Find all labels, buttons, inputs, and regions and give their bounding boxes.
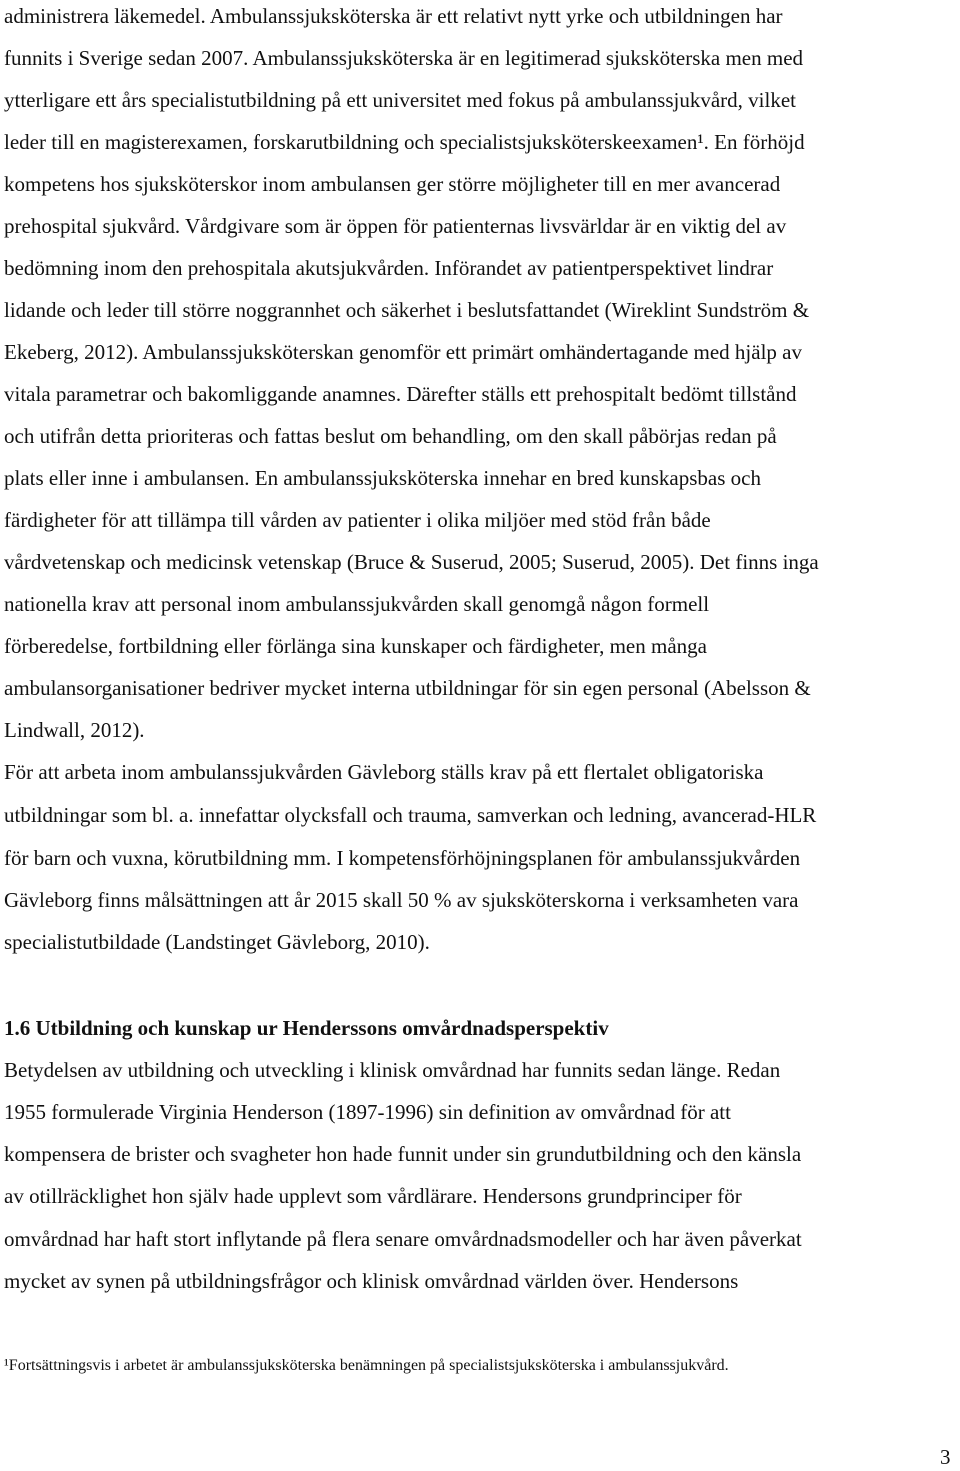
body-line: färdigheter för att tillämpa till vården av patienter i olika miljöer med stöd från både [4,508,711,532]
section-line: mycket av synen på utbildningsfrågor och klinisk omvårdnad världen över. Hendersons [4,1269,739,1293]
body-line: plats eller inne i ambulansen. En ambulanssjuksköterska innehar en bred kunskapsbas och [4,466,761,490]
body-line: ambulansorganisationer bedriver mycket interna utbildningar för sin egen personal (Abelsson & [4,676,811,700]
body-line: För att arbeta inom ambulanssjukvården Gävleborg ställs krav på ett flertalet obligatoriska [4,760,764,784]
body-line: Lindwall, 2012). [4,718,145,742]
footnote: ¹Fortsättningsvis i arbetet är ambulanssjuksköterska benämningen på specialistsjuksköterska i ambulanssjukvård. [4,1357,729,1374]
body-line: bedömning inom den prehospitala akutsjukvården. Införandet av patientperspektivet lindrar [4,256,774,280]
body-line: leder till en magisterexamen, forskarutbildning och specialistsjuksköterskeexamen¹. En förhöjd [4,130,805,154]
section-line: omvårdnad har haft stort inflytande på flera senare omvårdnadsmodeller och har även påverkat [4,1227,802,1251]
section-line: av otillräcklighet hon själv hade upplevt som vårdlärare. Hendersons grundprinciper för [4,1184,742,1208]
body-line: Ekeberg, 2012). Ambulanssjuksköterskan genomför ett primärt omhändertagande med hjälp av [4,340,802,364]
section-line: kompensera de brister och svagheter hon hade funnit under sin grundutbildning och den känsla [4,1142,802,1166]
section-line: 1955 formulerade Virginia Henderson (1897-1996) sin definition av omvårdnad för att [4,1100,731,1124]
body-line: kompetens hos sjuksköterskor inom ambulansen ger större möjligheter till en mer avancerad [4,172,781,196]
body-line: vårdvetenskap och medicinsk vetenskap (Bruce & Suserud, 2005; Suserud, 2005). Det finns inga [4,550,819,574]
body-line: vitala parametrar och bakomliggande anamnes. Därefter ställs ett prehospitalt bedömt tillstånd [4,382,797,406]
section-line: Betydelsen av utbildning och utveckling i klinisk omvårdnad har funnits sedan länge. Redan [4,1058,781,1082]
body-line: förberedelse, fortbildning eller förlänga sina kunskaper och färdigheter, men många [4,634,707,658]
body-line: och utifrån detta prioriteras och fattas beslut om behandling, om den skall påbörjas redan på [4,424,777,448]
body-line: prehospital sjukvård. Vårdgivare som är öppen för patienternas livsvärldar är en viktig del av [4,214,787,238]
body-line: nationella krav att personal inom ambulanssjukvården skall genomgå någon formell [4,592,710,616]
body-line: utbildningar som bl. a. innefattar olycksfall och trauma, samverkan och ledning, avancerad-HLR [4,803,817,827]
body-line: specialistutbildade (Landstinget Gävleborg, 2010). [4,930,430,954]
page-number: 3 [940,1445,951,1469]
body-line: ytterligare ett års specialistutbildning på ett universitet med fokus på ambulanssjukvård, vilket [4,88,796,112]
body-line: administrera läkemedel. Ambulanssjuksköterska är ett relativt nytt yrke och utbildningen har [4,4,783,28]
body-line: Gävleborg finns målsättningen att år 2015 skall 50 % av sjuksköterskorna i verksamheten vara [4,888,799,912]
body-line: lidande och leder till större noggrannhet och säkerhet i beslutsfattandet (Wireklint Sundström & [4,298,810,322]
body-line: för barn och vuxna, körutbildning mm. I kompetensförhöjningsplanen för ambulanssjukvården [4,846,801,870]
body-line: funnits i Sverige sedan 2007. Ambulanssjuksköterska är en legitimerad sjuksköterska men med [4,46,804,70]
section-heading: 1.6 Utbildning och kunskap ur Henderssons omvårdnadsperspektiv [4,1016,609,1040]
